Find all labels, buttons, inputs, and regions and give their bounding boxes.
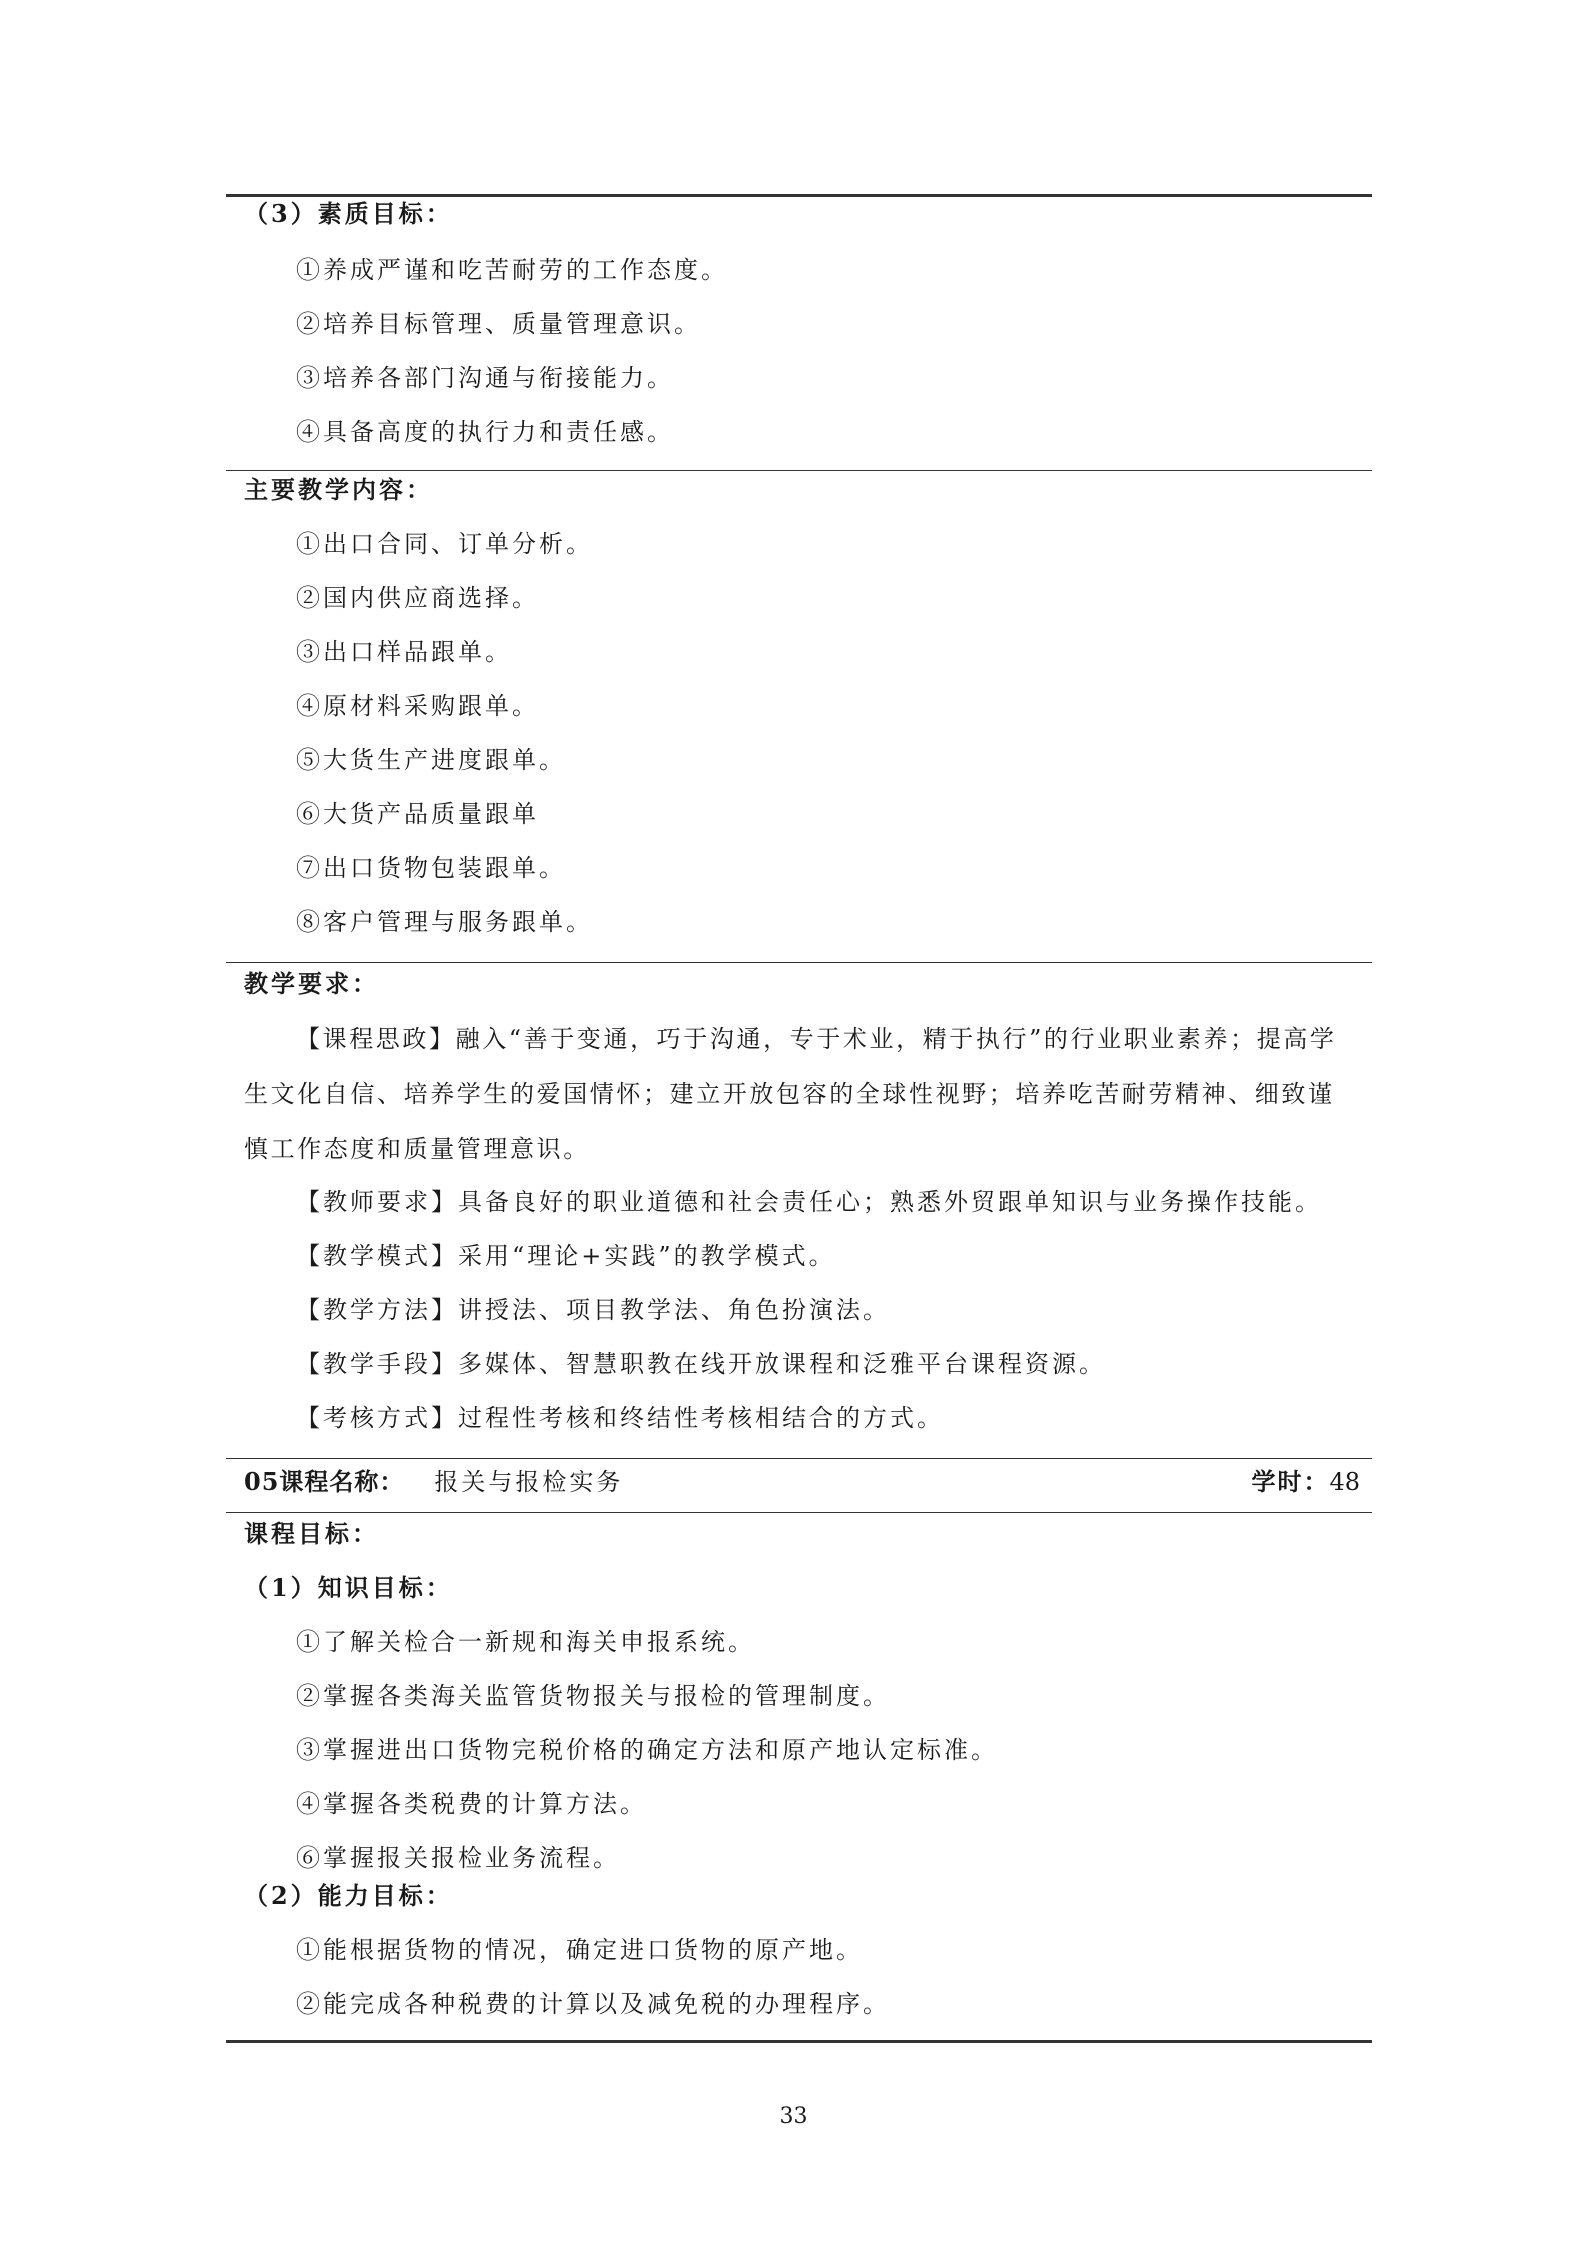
ideology-paragraph: 【课程思政】融入“善于变通，巧于沟通，专于术业，精于执行”的行业职业素养；提高学生文化自信、培养学生的爱国情怀；建立开放包容的全球性视野；培养吃苦耐劳精神、细致谨慎工作态度和质量管理意识。 [244, 1025, 1337, 1163]
requirement-item: 【考核方式】过程性考核和终结性考核相结合的方式。 [296, 1404, 944, 1432]
teaching-requirements-heading: 教学要求： [244, 969, 379, 998]
course-hours [1251, 1466, 1360, 1498]
ability-item: ②能完成各种税费的计算以及减免税的办理程序。 [296, 1990, 890, 2018]
knowledge-goals-heading: （1）知识目标： [244, 1573, 453, 1602]
section-divider [226, 962, 1372, 963]
course-goals-heading: 课程目标： [244, 1519, 379, 1548]
content-item: ⑦出口货物包装跟单。 [296, 854, 566, 882]
requirement-item: 【教学手段】多媒体、智慧职教在线开放课程和泛雅平台课程资源。 [296, 1350, 1106, 1378]
ability-item: ①能根据货物的情况，确定进口货物的原产地。 [296, 1936, 863, 1964]
content-item: ①出口合同、订单分析。 [296, 530, 593, 558]
hours-label: 学时： [1251, 1467, 1330, 1496]
ability-goals-heading: （2）能力目标： [244, 1881, 453, 1910]
knowledge-item: ②掌握各类海关监管货物报关与报检的管理制度。 [296, 1682, 890, 1710]
content-item: ②国内供应商选择。 [296, 584, 539, 612]
quality-goal-item: ②培养目标管理、质量管理意识。 [296, 310, 701, 338]
top-rule [226, 194, 1372, 197]
content-item: ⑥大货产品质量跟单 [296, 800, 539, 828]
knowledge-item: ①了解关检合一新规和海关申报系统。 [296, 1628, 755, 1656]
quality-goal-item: ③培养各部门沟通与衔接能力。 [296, 364, 674, 392]
quality-goal-item: ④具备高度的执行力和责任感。 [296, 418, 674, 446]
quality-goals-heading: （3）素质目标： [244, 199, 453, 228]
bottom-rule [226, 2040, 1372, 2043]
page-number: 33 [779, 2104, 808, 2129]
hours-value: 48 [1329, 1468, 1360, 1496]
requirement-item: 【教学方法】讲授法、项目教学法、角色扮演法。 [296, 1296, 890, 1324]
knowledge-item: ③掌握进出口货物完税价格的确定方法和原产地认定标准。 [296, 1736, 998, 1764]
course-title-row [244, 1466, 1360, 1498]
requirement-item: 【教学模式】采用“理论+实践”的教学模式。 [296, 1242, 836, 1270]
section-divider [226, 1458, 1372, 1459]
quality-goal-item: ①养成严谨和吃苦耐劳的工作态度。 [296, 256, 728, 284]
content-item: ⑧客户管理与服务跟单。 [296, 908, 593, 936]
course-label: 05课程名称： [244, 1467, 405, 1496]
course-name: 报关与报检实务 [434, 1468, 624, 1496]
knowledge-item: ④掌握各类税费的计算方法。 [296, 1790, 647, 1818]
content-item: ⑤大货生产进度跟单。 [296, 746, 566, 774]
section-divider [226, 470, 1372, 471]
main-content-heading: 主要教学内容： [244, 475, 433, 504]
knowledge-item: ⑥掌握报关报检业务流程。 [296, 1844, 620, 1872]
section-divider [226, 1512, 1372, 1513]
requirement-item: 【教师要求】具备良好的职业道德和社会责任心；熟悉外贸跟单知识与业务操作技能。 [296, 1188, 1322, 1216]
content-item: ④原材料采购跟单。 [296, 692, 539, 720]
content-item: ③出口样品跟单。 [296, 638, 512, 666]
